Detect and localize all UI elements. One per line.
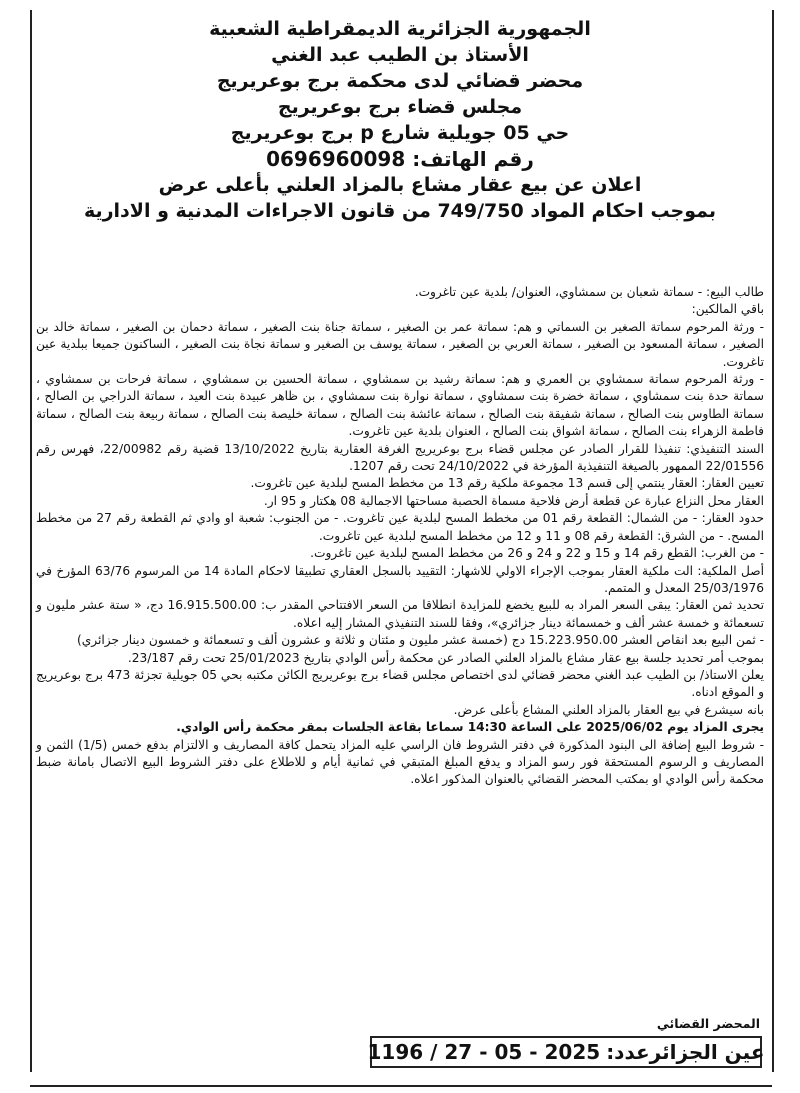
- announcement-paragraph: يعلن الاستاذ/ بن الطيب عبد الغني محضر قضائي لدى اختصاص مجلس قضاء برج بوعريريج الكائن مكتبه بحي 05 جويلية تجزئة 473 برج بوعريريج و الموقع ادناه.: [36, 667, 764, 700]
- notice-header: [40, 16, 760, 224]
- republic-title: الجمهورية الجزائرية الديمقراطية الشعبية: [209, 18, 591, 40]
- property-boundary-west: - من الغرب: القطع رقم 14 و 15 و 22 و 24 و 26 من مخطط المسح لبلدية عين تاغروت.: [310, 546, 764, 561]
- sale-conditions-paragraph: - شروط البيع إضافة الى البنود المذكورة في دفتر الشروط فان الراسي عليه المزاد يتحمل كافة المصاريف و الالتزام بدفع خمس (1/5) الثمن و المصاريف و الرسوم المستحقة فور رسو المزاد و يدفع المبلغ المتبقي في ثمانية أيام و للاطلاع على دفتر الشروط البيع الاتصال بامانة ضبط محكمة رأس الوادي او بمكتب المحضر القضائي بالعنوان المذكور اعلاه.: [36, 737, 764, 787]
- publication-reference-box: [367, 1036, 765, 1068]
- bailiff-court: محضر قضائي لدى محكمة برج بوعريريج: [216, 70, 584, 92]
- heirs-paragraph-2: - ورثة المرحوم سماتة سمشاوي بن العمري و هم: سماتة رشيد بن سمشاوي ، سماتة الحسين بن سمشاوي ، سماتة فرحات بن سمشاوي ، سماتة حدة بنت سمشاوي ، سماتة خضرة بنت سمشاوي ، سماتة نوارة بنت سمشاوي ، بن ظاهر عبيدة بنت العيد ، سماتة الدراجي بن الصالح ، سماتة الطاوس بنت الصالح ، سماتة شفيقة بنت الصالح ، سماتة عائشة بنت الصالح ، سماتة خليصة بنت الصالح ، سماتة ربيعة بنت الصالح ، سماتة فاطمة الزهراء بنت الصالح ، سماتة اشواق بنت الصالح ، العنوان بلدية عين تاغروت.: [36, 372, 764, 439]
- property-description: العقار محل النزاع عبارة عن قطعة أرض فلاحية مسماة الحصبة مساحتها الاجمالية 08 هكتار و 95 ار.: [263, 493, 764, 508]
- price-paragraph: تحديد ثمن العقار: يبقى السعر المراد به للبيع يخضع للمزايدة انطلاقا من السعر الافتتاحي المقدر ب: 16.915.500.00 دج، « ستة عشر مليون و تسعمائة و خمسة عشر ألف و خمسمائة دينار جزائري»، وفقا للسند التنفيذي المشار إليه اعلاه.: [36, 598, 765, 630]
- bailiff-name: الأستاذ بن الطيب عبد الغني: [271, 44, 529, 66]
- seller-paragraph: طالب البيع: - سماتة شعبان بن سمشاوي، العنوان/ بلدية عين تاغروت.: [414, 285, 764, 299]
- phone-label: رقم الهاتف:: [412, 147, 534, 171]
- auction-date-paragraph: يجرى المزاد يوم 2025/06/02 على الساعة 14:30 سماعا بقاعة الجلسات بمقر محكمة رأس الوادي.: [176, 720, 764, 735]
- bottom-divider: [30, 1085, 772, 1087]
- legal-basis: بموجب احكام المواد 749/750 من قانون الاجراءات المدنية و الادارية: [83, 200, 717, 222]
- executive-title-paragraph: السند التنفيذي: تنفيذا للقرار الصادر عن مجلس قضاء برج بوعريريج الغرفة العقارية بتاريخ 13/10/2022 قضية رقم 22/00982، فهرس رقم 22/01556 الممهور بالصيغة التنفيذية المؤرخة في 24/10/2022 تحت رقم 1207.: [36, 441, 764, 474]
- office-address: حي 05 جويلية شارع p برج بوعريريج: [230, 122, 570, 144]
- sale-start-paragraph: بانه سيشرع في بيع العقار بالمزاد العلني المشاع بأعلى عرض.: [453, 702, 764, 717]
- court-order-paragraph: بموجب أمر تحديد جلسة بيع عقار مشاع بالمزاد العلني الصادر عن محكمة رأس الوادي بتاريخ 25/01/2023 تحت رقم 23/187.: [127, 650, 764, 665]
- phone-number: 0696960098: [266, 147, 406, 171]
- reduced-price-paragraph: - ثمن البيع بعد انقاص العشر 15.223.950.00 دج (خمسة عشر مليون و مئتان و ثلاثة و عشرون ألف و تسعمائة و خمسون دينار جزائري): [76, 633, 764, 648]
- notice-body: [36, 284, 764, 789]
- other-owners-heading: باقي المالكين:: [691, 302, 764, 317]
- judicial-council: مجلس قضاء برج بوعريريج: [277, 96, 523, 118]
- ownership-origin: أصل الملكية: الت ملكية العقار بموجب الإجراء الاولي للاشهار: التقييد بالسجل العقاري تطبيقا لاحكام المادة 14 من المرسوم 63/76 المؤرخ في 25/03/1976 المعدل و المتمم.: [36, 563, 764, 595]
- signature-label: المحضر القضائي: [656, 1016, 760, 1031]
- property-boundaries: حدود العقار: - من الشمال: القطعة رقم 01 من مخطط المسح لبلدية عين تاغروت. - من الجنوب: شعبة او وادي ثم القطعة رقم 27 من مخطط المسح. - من الشرق: القطعة رقم 08 و 11 و 12 من مخطط المسح لبلدية عين تاغروت.: [36, 511, 765, 543]
- publication-label: عين الجزائرعدد:: [606, 1040, 765, 1064]
- publication-number: 1196 / 27 - 05 - 2025: [367, 1040, 601, 1064]
- heirs-paragraph-1: - ورثة المرحوم سماتة الصغير بن السماتي و هم: سماتة عمر بن الصغير ، سماتة جناة بنت الصغير ، سماتة دحمان بن الصغير ، سماتة خالد بن الصغير ، سماتة المسعود بن الصغير ، سماتة العربي بن الصغير ، سماتة يوسف بن الصغير و سماتة نجاة بنت الصغير ، الساكنون جميعا ببلدية عين تاغروت.: [36, 319, 764, 369]
- phone-line: [40, 146, 760, 172]
- notice-title: اعلان عن بيع عقار مشاع بالمزاد العلني بأعلى عرض: [158, 174, 642, 196]
- property-designation: تعيين العقار: العقار ينتمي إلى قسم 13 مجموعة ملكية رقم 13 من مخطط المسح لبلدية عين تاغروت.: [250, 476, 764, 491]
